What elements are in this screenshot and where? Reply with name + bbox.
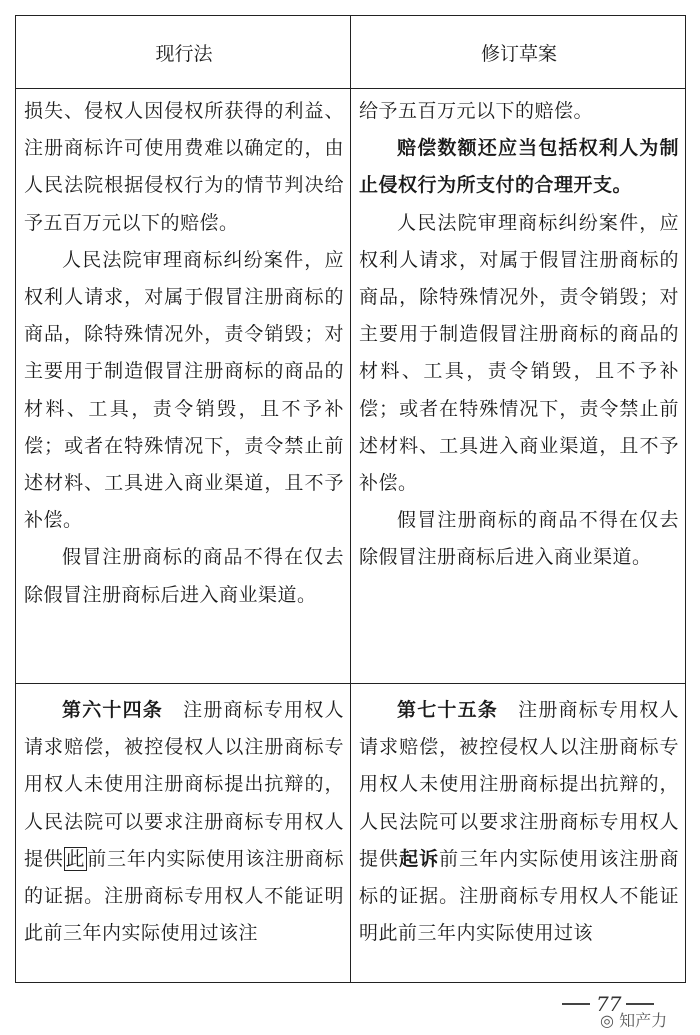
article-number: 第六十四条 — [62, 699, 163, 721]
comparison-table — [15, 15, 686, 983]
paragraph: 假冒注册商标的商品不得在仅去除假冒注册商标后进入商业渠道。 — [359, 509, 679, 569]
row1-revised-draft-cell — [351, 89, 686, 684]
paragraph: 损失、侵权人因侵权所获得的利益、注册商标许可使用费难以确定的，由人民法院根据侵权行为的情节判决给予五百万元以下的赔偿。 — [24, 100, 344, 234]
article-paragraph — [359, 692, 679, 952]
footer-dash-right — [626, 1003, 654, 1005]
page-number: 77 — [596, 992, 622, 1016]
article-paragraph — [24, 692, 344, 952]
row1-current-law-cell — [16, 89, 351, 684]
header-current-law: 现行法 — [16, 16, 351, 89]
row2-current-law-cell — [16, 684, 351, 983]
article-number: 第七十五条 — [397, 699, 498, 721]
article-text-part1: 注册商标专用权人请求赔偿，被控侵权人以注册商标专用权人未使用注册商标提出抗辩的，人民法院可以要求注册商标专用权人提供 — [359, 699, 679, 870]
weibo-icon: ◎ — [600, 1011, 614, 1030]
article-text-part2: 前三年内实际使用该注册商标的证据。注册商标专用权人不能证明此前三年内实际使用过该 — [359, 847, 679, 945]
added-paragraph-bold: 赔偿数额还应当包括权利人为制止侵权行为所支付的合理开支。 — [359, 137, 679, 197]
boxed-deleted-char: 此 — [65, 847, 86, 870]
paragraph: 人民法院审理商标纠纷案件，应权利人请求，对属于假冒注册商标的商品，除特殊情况外，责令销毁；对主要用于制造假冒注册商标的商品的材料、工具，责令销毁，且不予补偿；或者在特殊情况下，责令禁止前述材料、工具进入商业渠道，且不予补偿。 — [359, 211, 679, 495]
article-text-part2: 前三年内实际使用该注册商标的证据。注册商标专用权人不能证明此前三年内实际使用过该注 — [24, 847, 344, 945]
header-revised-draft: 修订草案 — [351, 16, 686, 89]
inserted-bold-word: 起诉 — [399, 847, 440, 870]
watermark-text: 知产力 — [619, 1011, 668, 1030]
footer-dash-left — [562, 1003, 590, 1005]
paragraph: 人民法院审理商标纠纷案件，应权利人请求，对属于假冒注册商标的商品，除特殊情况外，责令销毁；对主要用于制造假冒注册商标的商品的材料、工具，责令销毁，且不予补偿；或者在特殊情况下，责令禁止前述材料、工具进入商业渠道，且不予补偿。 — [24, 248, 344, 532]
paragraph: 假冒注册商标的商品不得在仅去除假冒注册商标后进入商业渠道。 — [24, 546, 344, 606]
row2-revised-draft-cell — [351, 684, 686, 983]
paragraph: 给予五百万元以下的赔偿。 — [359, 100, 594, 122]
watermark-logo — [600, 1008, 667, 1031]
article-text-part1: 注册商标专用权人请求赔偿，被控侵权人以注册商标专用权人未使用注册商标提出抗辩的，人民法院可以要求注册商标专用权人提供 — [24, 699, 344, 870]
